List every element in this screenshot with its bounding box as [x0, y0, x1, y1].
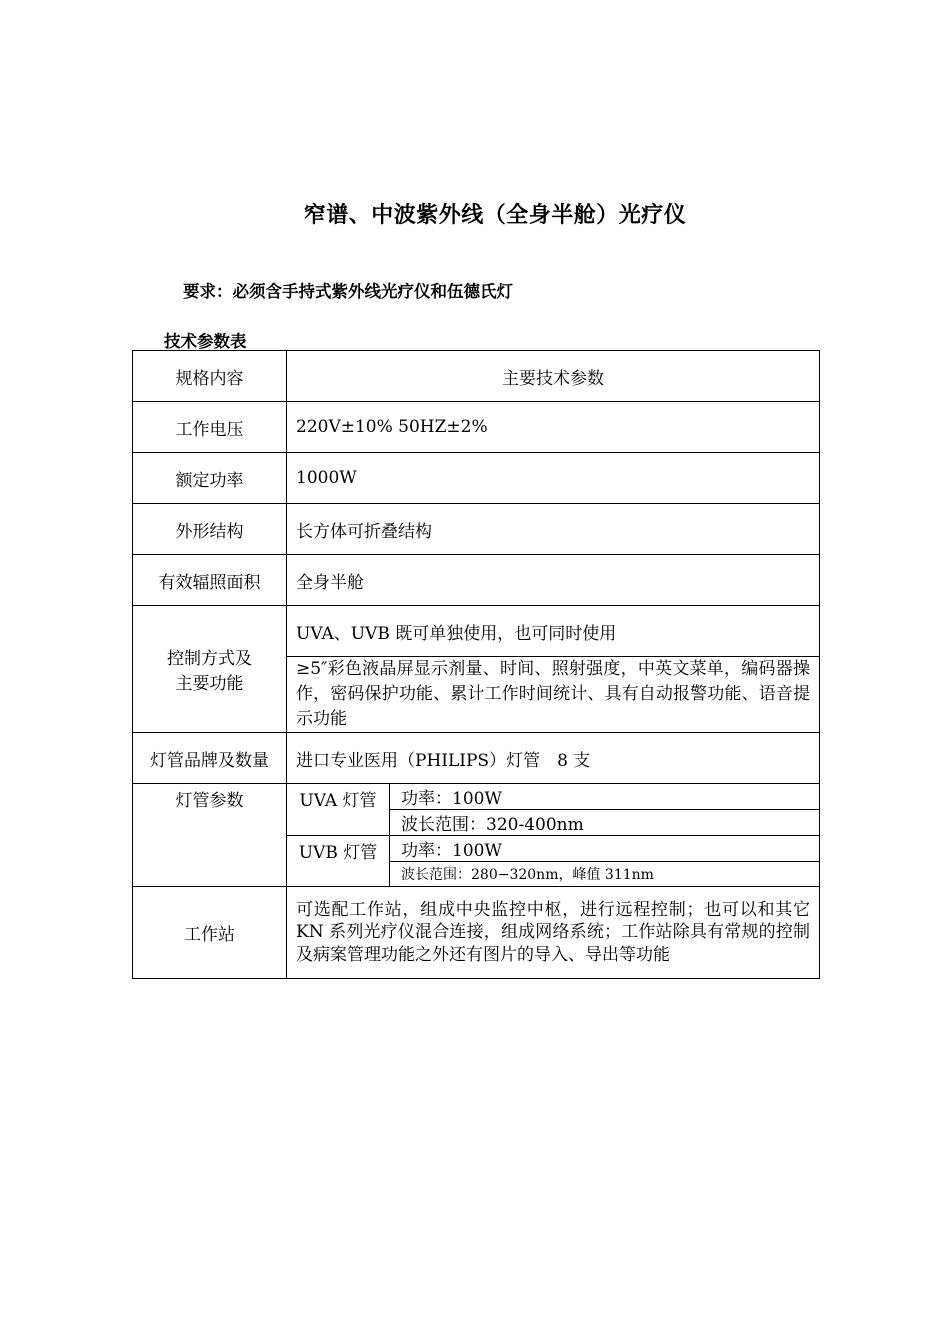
header-spec-cell: 规格内容: [133, 351, 287, 402]
control-value-1: UVA、UVB 既可单独使用，也可同时使用: [287, 606, 820, 657]
table-row-voltage: [133, 402, 820, 453]
document-title: 窄谱、中波紫外线（全身半舱）光疗仪: [303, 203, 687, 228]
area-value: 全身半舱: [287, 555, 820, 606]
uvb-label: UVB 灯管: [287, 836, 390, 887]
uvb-power: 功率：100W: [390, 836, 820, 862]
control-label-line1: 控制方式及: [167, 649, 252, 669]
requirement-text: 要求：必须含手持式紫外线光疗仪和伍德氏灯: [183, 282, 513, 301]
table-row-area: [133, 555, 820, 606]
header-params-cell: 主要技术参数: [287, 351, 820, 402]
table-row-station: [133, 887, 820, 979]
table-caption: 技术参数表: [164, 332, 247, 351]
table-row-header: [133, 351, 820, 402]
uva-label: UVA 灯管: [287, 784, 390, 836]
control-label-line2: 主要功能: [175, 674, 244, 694]
uvb-wave: 波长范围：280−320nm，峰值 311nm: [390, 862, 820, 887]
table-row-brand: [133, 733, 820, 784]
brand-value: 进口专业医用（PHILIPS）灯管 8 支: [287, 733, 820, 784]
voltage-value: 220V±10% 50HZ±2%: [287, 402, 820, 453]
uva-power: 功率：100W: [390, 784, 820, 810]
lamp-label: 灯管参数: [133, 784, 287, 887]
table-row-structure: [133, 504, 820, 555]
control-value-2: ≥5″彩色液晶屏显示剂量、时间、照射强度，中英文菜单，编码器操作，密码保护功能、累计工作时间统计、具有自动报警功能、语音提示功能: [287, 657, 820, 733]
structure-value: 长方体可折叠结构: [287, 504, 820, 555]
brand-label: 灯管品牌及数量: [133, 733, 287, 784]
power-label: 额定功率: [133, 453, 287, 504]
station-value: 可选配工作站，组成中央监控中枢，进行远程控制；也可以和其它 KN 系列光疗仪混合连接，组成网络系统；工作站除具有常规的控制及病案管理功能之外还有图片的导入、导出等功能: [287, 887, 820, 979]
structure-label: 外形结构: [133, 504, 287, 555]
power-value: 1000W: [287, 453, 820, 504]
control-label: [133, 606, 287, 733]
table-row-control-1: [133, 606, 820, 657]
voltage-label: 工作电压: [133, 402, 287, 453]
table-row-power: [133, 453, 820, 504]
uva-wave: 波长范围：320-400nm: [390, 810, 820, 836]
spec-table: [132, 350, 820, 979]
area-label: 有效辐照面积: [133, 555, 287, 606]
table-row-lamp-uva-power: [133, 784, 820, 810]
station-label: 工作站: [133, 887, 287, 979]
